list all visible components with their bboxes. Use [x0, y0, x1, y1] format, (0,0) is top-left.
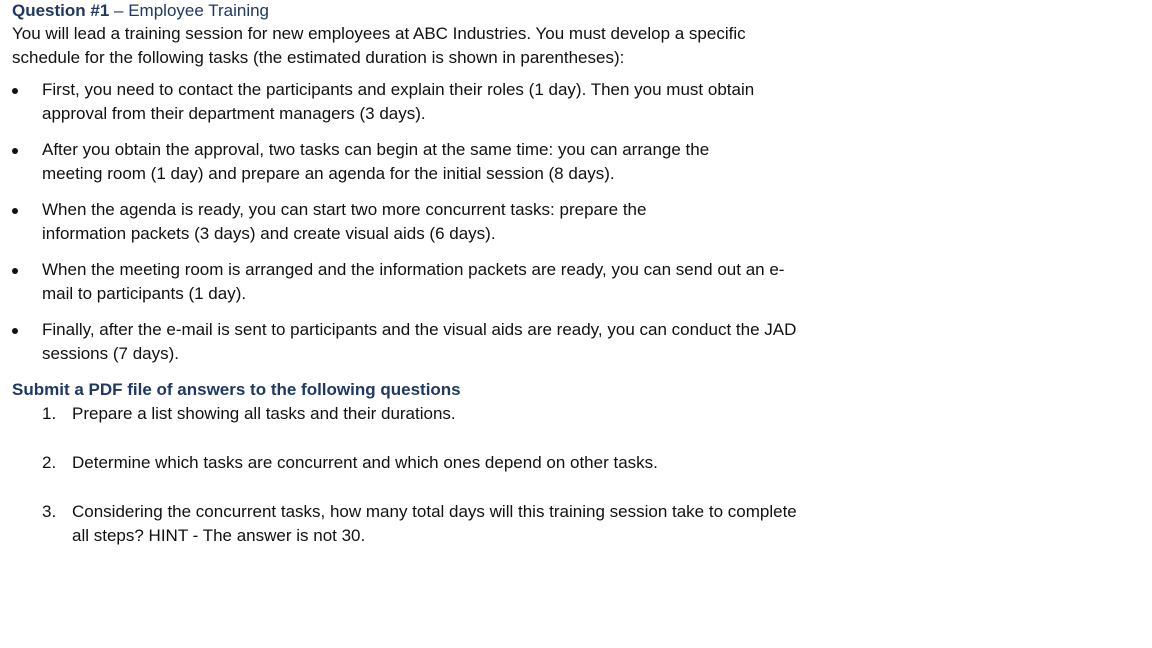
- question-label: Question #1: [12, 1, 110, 20]
- document: [12, 0, 1132, 573]
- intro-paragraph: You will lead a training session for new employees at ABC Industries. You must develop a specific schedule for the following tasks (the estimated duration is shown in parentheses):: [12, 24, 746, 67]
- question-heading: [12, 0, 1132, 22]
- question-number: 2.: [42, 453, 57, 472]
- bullet-text: Finally, after the e-mail is sent to participants and the visual aids are ready, you can conduct the JAD sessions (7 days).: [42, 320, 797, 363]
- bullet-dot-icon: [12, 268, 18, 274]
- bullet-item: [12, 198, 732, 246]
- bullet-text: When the agenda is ready, you can start two more concurrent tasks: prepare the information packets (3 days) and create visual aids (6 days).: [42, 200, 647, 243]
- submit-heading: Submit a PDF file of answers to the following questions: [12, 380, 461, 399]
- question-number: 3.: [42, 502, 57, 521]
- bullet-dot-icon: [12, 328, 18, 334]
- question-list: [12, 402, 1132, 548]
- bullet-dot-icon: [12, 88, 18, 94]
- bullet-item: [12, 258, 807, 306]
- question-item: [12, 402, 772, 426]
- bullet-item: [12, 78, 772, 126]
- question-title: Employee Training: [128, 1, 270, 20]
- bullet-item: [12, 318, 827, 366]
- question-text: Considering the concurrent tasks, how many total days will this training session take to complete all steps? HINT - The answer is not 30.: [72, 502, 797, 545]
- question-text: Prepare a list showing all tasks and their durations.: [72, 404, 456, 423]
- question-item: [12, 451, 772, 475]
- bullet-dot-icon: [12, 208, 18, 214]
- task-bullet-list: [12, 78, 1132, 366]
- heading-separator: –: [109, 1, 129, 20]
- question-item: [12, 500, 812, 548]
- bullet-text: After you obtain the approval, two tasks can begin at the same time: you can arrange the meeting room (1 day) and prepare an agenda for the initial session (8 days).: [42, 140, 710, 183]
- bullet-item: [12, 138, 772, 186]
- question-number: 1.: [42, 404, 57, 423]
- bullet-text: First, you need to contact the participants and explain their roles (1 day). Then you must obtain approval from their department managers (3 days).: [42, 80, 755, 123]
- question-text: Determine which tasks are concurrent and which ones depend on other tasks.: [72, 453, 658, 472]
- bullet-dot-icon: [12, 148, 18, 154]
- bullet-text: When the meeting room is arranged and the information packets are ready, you can send out an e-mail to participants (1 day).: [42, 260, 785, 303]
